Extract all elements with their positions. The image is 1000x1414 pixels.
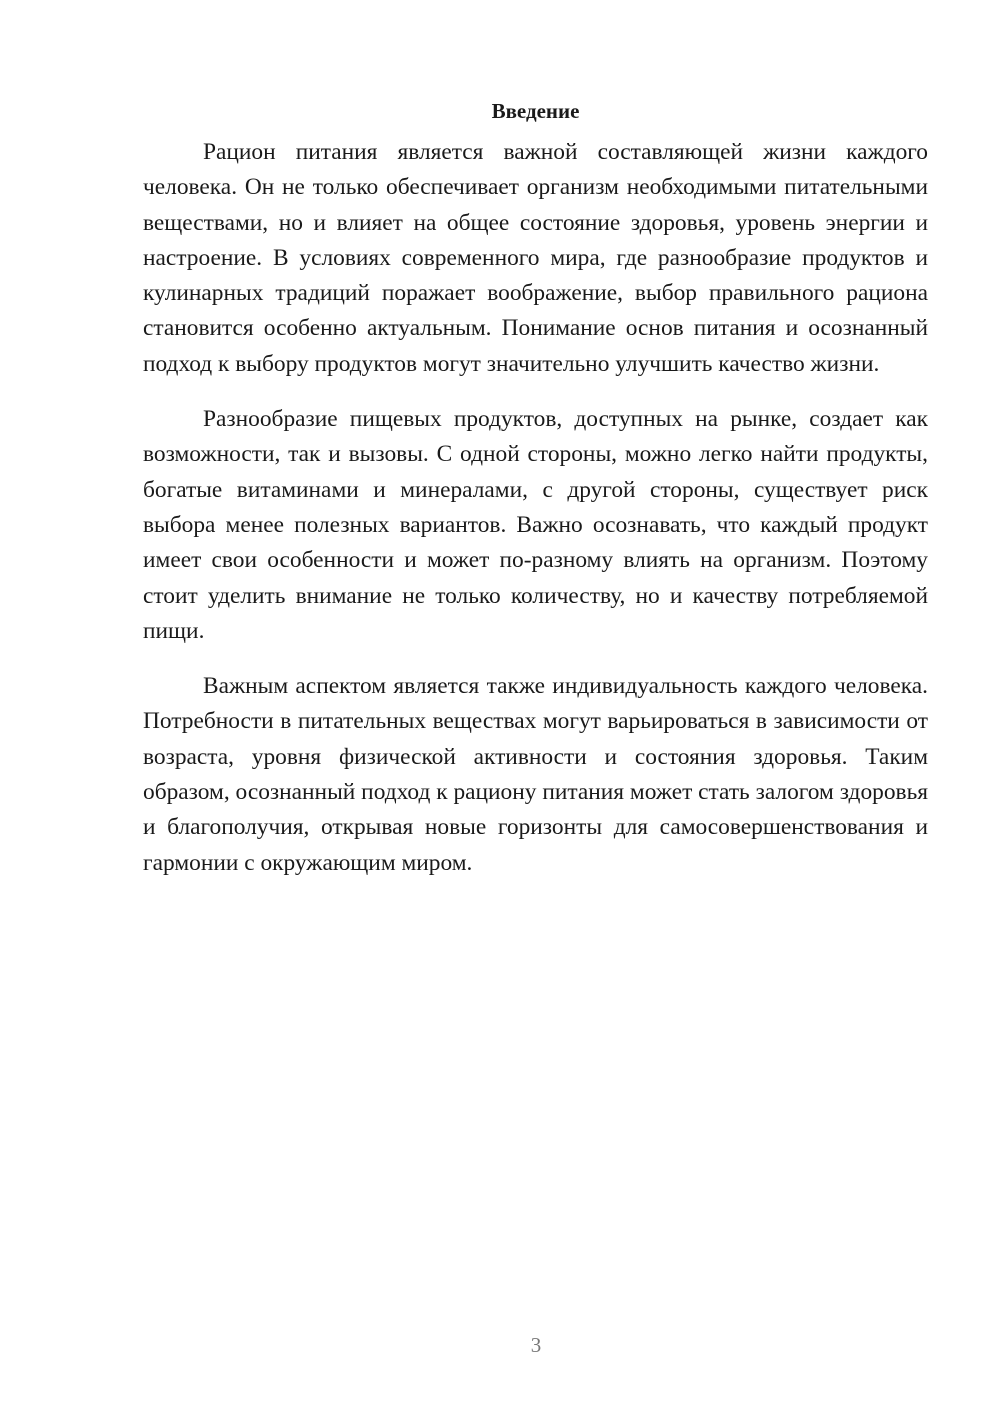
page-content <box>143 96 928 881</box>
paragraph-2: Разнообразие пищевых продуктов, доступных на рынке, создает как возможности, так и вызовы. С одной стороны, можно легко найти продукты, богатые витаминами и минералами, с другой стороны, существует риск выбора менее полезных вариантов. Важно осознавать, что каждый продукт имеет свои особенности и может по-разному влиять на организм. Поэтому стоит уделить внимание не только количеству, но и качеству потребляемой пищи. <box>143 406 928 644</box>
paragraph-3: Важным аспектом является также индивидуальность каждого человека. Потребности в питательных веществах могут варьироваться в зависимости от возраста, уровня физической активности и состояния здоровья. Таким образом, осознанный подход к рациону питания может стать залогом здоровья и благополучия, открывая новые горизонты для самосовершенствования и гармонии с окружающим миром. <box>143 673 928 876</box>
page-number: 3 <box>530 1333 542 1357</box>
section-heading: Введение <box>491 99 580 123</box>
paragraph-1: Рацион питания является важной составляющей жизни каждого человека. Он не только обеспечивает организм необходимыми питательными веществами, но и влияет на общее состояние здоровья, уровень энергии и настроение. В условиях современного мира, где разнообразие продуктов и кулинарных традиций поражает воображение, выбор правильного рациона становится особенно актуальным. Понимание основ питания и осознанный подход к выбору продуктов могут значительно улучшить качество жизни. <box>143 139 928 377</box>
